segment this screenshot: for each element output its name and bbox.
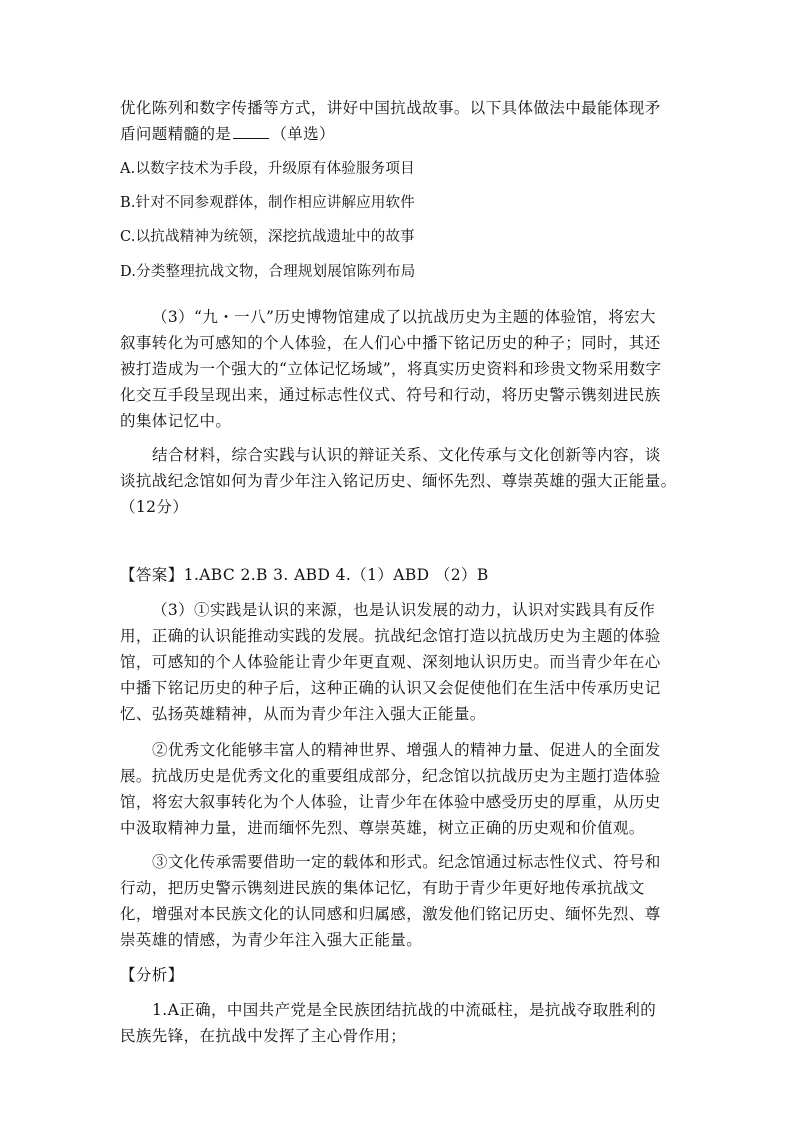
answer-key-line: 【答案】1.ABC 2.B 3. ABD 4.（1）ABD （2）B (120, 566, 489, 584)
answer-para-1-line: 忆、弘扬英雄精神，从而为青少年注入强大正能量。 (120, 705, 486, 723)
question-stem-line-1: 优化陈列和数字传播等方式，讲好中国抗战故事。以下具体做法中最能体现矛 (120, 99, 661, 117)
material-line: 被打造成为一个强大的“立体记忆场域”，将真实历史资料和珍贵文物采用数字 (120, 360, 662, 378)
option-b: B.针对不同参观群体，制作相应讲解应用软件 (120, 195, 415, 211)
prompt-line: 结合材料，综合实践与认识的辩证关系、文化传承与文化创新等内容，谈 (152, 446, 661, 464)
option-a: A.以数字技术为手段，升级原有体验服务项目 (120, 161, 415, 177)
answer-para-1-line: 用，正确的认识能推动实践的发展。抗战纪念馆打造以抗战历史为主题的体验 (120, 627, 661, 645)
answer-para-1-line: （3）①实践是认识的来源，也是认识发展的动力，认识对实践具有反作 (152, 601, 656, 619)
answer-para-2-line: 馆，将宏大叙事转化为个人体验，让青少年在体验中感受历史的厚重，从历史 (120, 793, 661, 811)
question-stem-line-2 (120, 124, 335, 144)
answer-para-3-line: 行动，把历史警示镌刻进民族的集体记忆，有助于青少年更好地传承抗战文 (120, 879, 645, 897)
material-line: 叙事转化为可感知的个人体验，在人们心中播下铭记历史的种子；同时，其还 (120, 334, 661, 352)
material-line: （3）“九・一八”历史博物馆建成了以抗战历史为主题的体验馆，将宏大 (152, 308, 656, 326)
material-line: 化交互手段呈现出来，通过标志性仪式、符号和行动，将历史警示镌刻进民族 (120, 386, 661, 404)
question-type-note: （单选） (271, 125, 335, 143)
option-c: C.以抗战精神为统领，深挖抗战遗址中的故事 (120, 229, 415, 245)
analysis-line: 民族先锋，在抗战中发挥了主心骨作用； (120, 1027, 407, 1045)
prompt-score: （12分） (120, 498, 189, 516)
answer-para-3-line: 化，增强对本民族文化的认同感和归属感，激发他们铭记历史、缅怀先烈、尊 (120, 905, 661, 923)
analysis-heading: 【分析】 (120, 966, 184, 984)
answer-para-1-line: 中播下铭记历史的种子后，这种正确的认识又会促使他们在生活中传承历史记 (120, 679, 661, 697)
material-line: 的集体记忆中。 (120, 412, 232, 430)
answer-para-3-line: ③文化传承需要借助一定的载体和形式。纪念馆通过标志性仪式、符号和 (152, 853, 661, 871)
answer-para-2-line: 展。抗战历史是优秀文化的重要组成部分，纪念馆以抗战历史为主题打造体验 (120, 767, 661, 785)
answer-para-2-line: 中汲取精神力量，进而缅怀先烈、尊崇英雄，树立正确的历史观和价值观。 (120, 819, 645, 837)
option-d: D.分类整理抗战文物，合理规划展馆陈列布局 (120, 264, 416, 280)
prompt-line: 谈抗战纪念馆如何为青少年注入铭记历史、缅怀先烈、尊崇英雄的强大正能量。 (120, 472, 677, 490)
question-stem-text: 盾问题精髓的是 (120, 125, 232, 143)
answer-para-2-line: ②优秀文化能够丰富人的精神世界、增强人的精神力量、促进人的全面发 (152, 741, 661, 759)
answer-blank (233, 124, 269, 139)
answer-para-3-line: 崇英雄的情感，为青少年注入强大正能量。 (120, 931, 423, 949)
answer-para-1-line: 馆，可感知的个人体验能让青少年更直观、深刻地认识历史。而当青少年在心 (120, 653, 661, 671)
analysis-line: 1.A正确，中国共产党是全民族团结抗战的中流砥柱，是抗战夺取胜利的 (152, 1001, 657, 1019)
